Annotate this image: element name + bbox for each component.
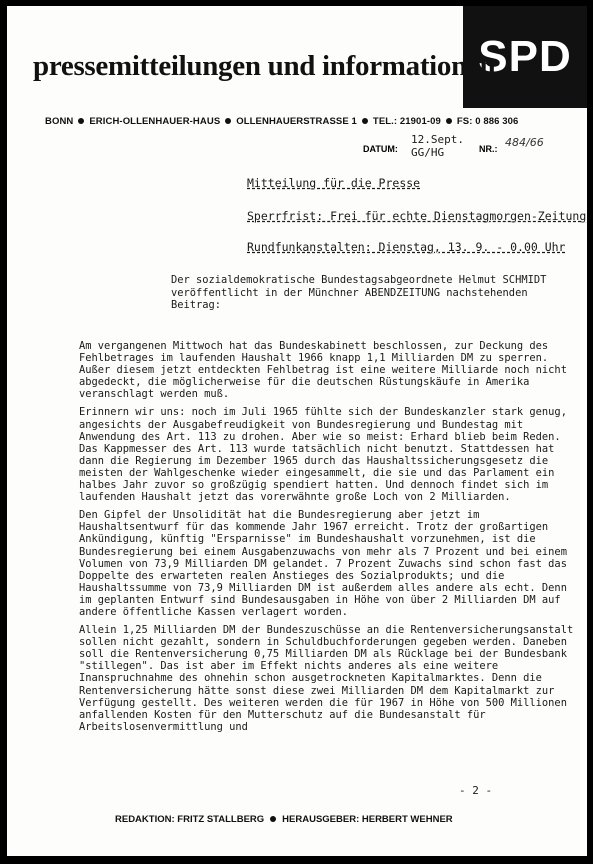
paragraph: Den Gipfel der Unsolidität hat die Bundesregierung aber jetzt im Haushaltsentwurf für das kommende Jahr 1967 erreicht. Trotz der großartigen Ankündigung, künftig "Ersparnisse" im Bundeshaushalt vorzunehmen, ist die Bundesregierung bei einem Ausgabenzuwachs von mehr als 7 Prozent und bei einem Volumen von 73,9 Milliarden DM gelandet. 7 Prozent Zuwachs sind schon fast das Doppelte des erwarteten realen Anstieges des Sozialprodukts; und die Haushaltssumme von 73,9 Milliarden DM ist außerdem alles andere als echt. Denn im geplanten Entwurf sind Bundesausgaben in Höhe von über 2 Milliarden DM auf andere öffentliche Kassen verlagert worden.	[79, 509, 567, 618]
masthead-title: pressemitteilungen und informationen	[33, 50, 496, 82]
paragraph: Allein 1,25 Milliarden DM der Bundeszuschüsse an die Rentenversicherungsanstalt sollen nicht gezahlt, sondern in Schuldbuchforderungen gegeben werden. Daneben soll die Rentenversicherung 0,75 Milliarden DM als Rücklage bei der Bundesbank "stillegen". Das ist aber im Effekt nichts anderes als eine weitere Inanspruchnahme des ohnehin schon ausgetrockneten Kapitalmarktes. Denn die Rentenversicherung hätte sonst diese zwei Milliarden DM dem Kapitalmarkt zur Verfügung gestellt. Des weiteren werden die für 1967 in Höhe von 500 Millionen anfallenden Kosten für den Mutterschutz auf die Bundesanstalt für Arbeitslosenvermittlung und	[79, 624, 574, 733]
datum-value	[411, 133, 464, 159]
address-line	[45, 116, 565, 127]
address-building: ERICH-OLLENHAUER-HAUS	[89, 116, 221, 127]
spd-logo: SPD	[463, 6, 587, 108]
footer	[115, 814, 453, 825]
bullet-icon	[362, 118, 368, 124]
bullet-icon	[225, 118, 231, 124]
datum-date: 12.Sept.	[411, 133, 464, 146]
nr-value: 484/66	[505, 136, 544, 149]
address-city: BONN	[45, 116, 74, 127]
notice-press: Mitteilung für die Presse	[247, 176, 421, 190]
paragraph: Erinnern wir uns: noch im Juli 1965 fühlte sich der Bundeskanzler stark genug, angesichts der Ausgabefreudigkeit von Bundesregierung und Bundestag mit Anwendung des Art. 113 zu drohen. Aber wie so meist: Erhard blieb beim Reden. Das Kappmesser des Art. 113 wurde tatsächlich nicht benutzt. Stattdessen hat dann die Regierung im Dezember 1965 durch das Haushaltssicherungsgesetz die meisten der Wahlgeschenke wieder eingesammelt, die sie und das Parlament ein halbes Jahr zuvor so großzügig spendiert hatten. Und dennoch findet sich im laufenden Haushalt jetzt das vorerwähnte große Loch von 2 Milliarden.	[79, 406, 567, 504]
article-body	[79, 340, 575, 739]
page-continuation: - 2 -	[459, 784, 493, 797]
paragraph: Am vergangenen Mittwoch hat das Bundeskabinett beschlossen, zur Deckung des Fehlbetrages im laufenden Haushalt 1966 knapp 1,1 Milliarden DM zu sperren. Außer diesem jetzt entdeckten Fehlbetrag ist eine weitere Milliarde noch nicht abgedeckt, die möglicherweise für die deutschen Rüstungskäufe in Amerika veranschlagt werden muß.	[79, 340, 567, 401]
bullet-icon	[78, 118, 84, 124]
nr-label: NR.:	[479, 144, 498, 154]
bullet-icon	[446, 118, 452, 124]
intro-text: Der sozialdemokratische Bundestagsabgeordnete Helmut SCHMIDT veröffentlicht in der Münchner ABENDZEITUNG nachstehenden Beitrag:	[171, 274, 547, 311]
datum-label: DATUM:	[363, 144, 398, 154]
notice-embargo: Sperrfrist: Frei für echte Dienstagmorgen-Zeitung	[247, 209, 587, 223]
datum-initials: GG/HG	[411, 146, 445, 159]
document-sheet	[7, 6, 587, 856]
address-street: OLLENHAUERSTRASSE 1	[236, 116, 357, 127]
address-telex: FS: 0 886 306	[456, 116, 519, 127]
bullet-icon	[270, 816, 276, 822]
footer-herausgeber: HERAUSGEBER: HERBERT WEHNER	[282, 814, 453, 825]
notice-broadcast: Rundfunkanstalten: Dienstag, 13. 9. - 0.00 Uhr	[247, 240, 566, 254]
footer-redaktion: REDAKTION: FRITZ STALLBERG	[115, 814, 265, 825]
address-phone: TEL.: 21901-09	[372, 116, 441, 127]
